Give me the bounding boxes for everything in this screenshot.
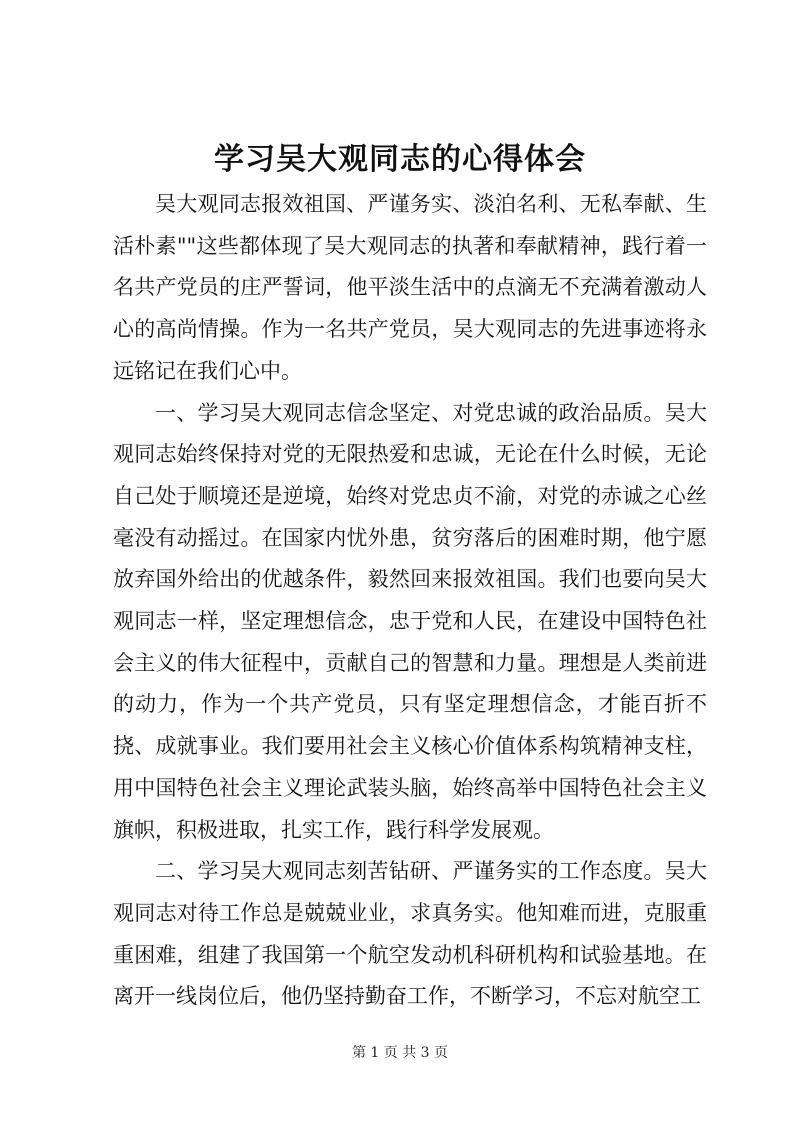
paragraph-section-two: 二、学习吴大观同志刻苦钻研、严谨务实的工作态度。吴大观同志对待工作总是兢兢业业，求真务实。他知难而进，克服重重困难，组建了我国第一个航空发动机科研机构和试验基地。在离开一线岗位后，他仍坚持勤奋工作，不断学习，不忘对航空工 [113,859,707,1009]
paragraph-section-one: 一、学习吴大观同志信念坚定、对党忠诚的政治品质。吴大观同志始终保持对党的无限热爱和忠诚，无论在什么时候，无论自己处于顺境还是逆境，始终对党忠贞不渝，对党的赤诚之心丝毫没有动摇过。在国家内忧外患，贫穷落后的困难时期，他宁愿放弃国外给出的优越条件，毅然回来报效祖国。我们也要向吴大观同志一样，坚定理想信念，忠于党和人民，在建设中国特色社会主义的伟大征程中，贡献自己的智慧和力量。理想是人类前进的动力，作为一个共产党员，只有坚定理想信念，才能百折不挠、成就事业。我们要用社会主义核心价值体系构筑精神支柱，用中国特色社会主义理论武装头脑，始终高举中国特色社会主义旗帜，积极进取，扎实工作，践行科学发展观。 [113,400,707,842]
document-title: 学习吴大观同志的心得体会 [214,142,586,177]
paragraph-intro: 吴大观同志报效祖国、严谨务实、淡泊名利、无私奉献、生活朴素""这些都体现了吴大观同志的执著和奉献精神，践行着一名共产党员的庄严誓词，他平淡生活中的点滴无不充满着激动人心的高尚情操。作为一名共产党员，吴大观同志的先进事迹将永远铭记在我们心中。 [113,192,707,383]
document-body [113,184,707,1018]
page-number-footer: 第 1 页 共 3 页 [351,1045,449,1061]
